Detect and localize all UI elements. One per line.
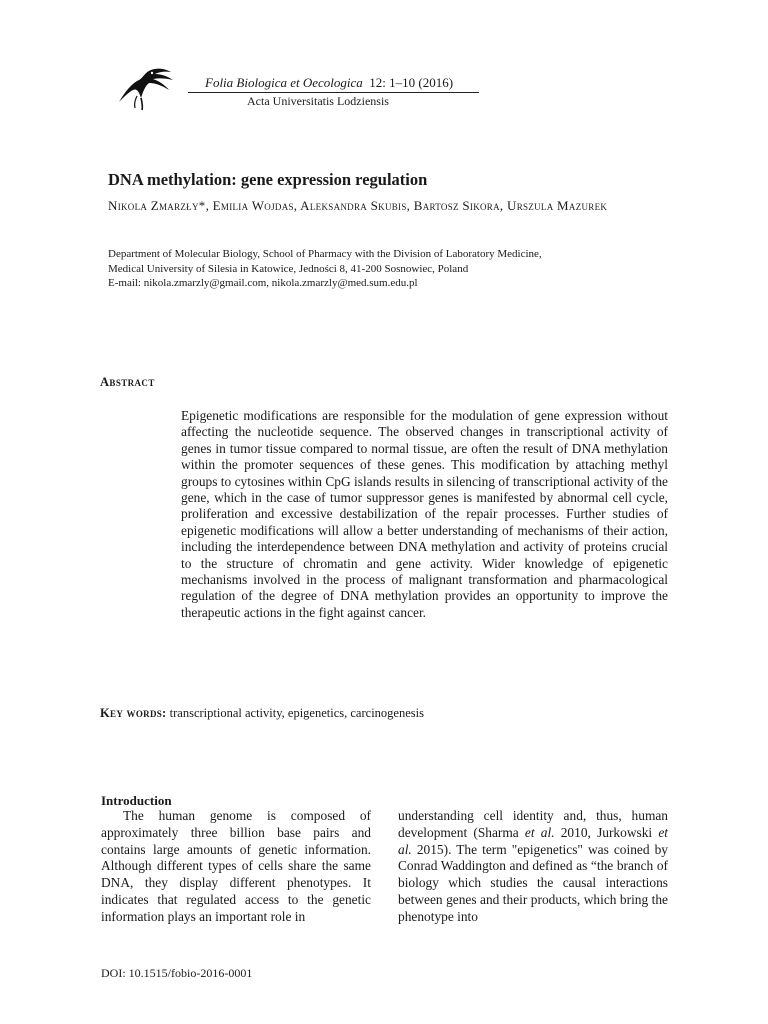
introduction-heading: Introduction [101,793,172,808]
keywords-text: transcriptional activity, epigenetics, carcinogenesis [169,706,424,720]
affiliation-block [108,247,668,291]
abstract-body: Epigenetic modifications are responsible for the modulation of gene expression without affecting the nucleotide sequence. The observed changes in transcriptional activity of genes in tumor tissue compared to normal tissue, are often the result of DNA methylation within the promoter sequences of these genes. This modification by attaching methyl groups to cytosines within CpG islands results in silencing of transcriptional activity of the gene, which in the case of tumor suppressor genes is manifested by abnormal cell cycle, proliferation and excessive destabilization of the repair processes. Further studies of epigenetic modifications will allow a better understanding of mechanisms of their action, including the interdependence between DNA methylation and activity of proteins crucial to the structure of chromatin and gene activity. Wider knowledge of epigenetic mechanisms involved in the process of malignant transformation and pharmacological regulation of the degree of DNA methylation provides an opportunity to improve the therapeutic actions in the fight against cancer. [181,408,668,620]
introduction-left-column: The human genome is composed of approximately three billion base pairs and contains large amounts of genetic information. Although different types of cells share the same DNA, they display different phenotypes. It indicates that regulated access to the genetic information plays an important role in [101,808,371,924]
journal-volume: 12: 1–10 (2016) [369,75,454,90]
email-line: E-mail: nikola.zmarzly@gmail.com, nikola.zmarzly@med.sum.edu.pl [108,277,418,289]
journal-citation [205,75,453,91]
journal-name: Folia Biologica et Oecologica [205,75,363,90]
publisher-name: Acta Universitatis Lodziensis [247,94,389,108]
author-list: Nikola Zmarzły*, Emilia Wojdas, Aleksandra Skubis, Bartosz Sikora, Urszula Mazurek [108,198,608,213]
affiliation-line: Medical University of Silesia in Katowice, Jedności 8, 41-200 Sosnowiec, Poland [108,262,469,275]
header-divider [188,92,479,93]
italic-run: et al. [524,824,555,840]
doi-footer: DOI: 10.1515/fobio-2016-0001 [101,966,253,980]
text-run: 2015). The term "epigenetics" was coined by Conrad Waddington and defined as “the branch of biology which studies the causal interactions between genes and their products, which bring the phenotype into [398,841,668,924]
affiliation-line: Department of Molecular Biology, School of Pharmacy with the Division of Laboratory Medicine, [108,248,542,260]
abstract-heading: Abstract [100,375,155,389]
keywords-line [100,706,424,721]
keywords-label: Key words: [100,706,167,720]
introduction-right-column [398,808,668,926]
article-title: DNA methylation: gene expression regulation [108,170,428,189]
italic-run: et al. [398,824,668,857]
text-run: understanding cell identity and, thus, human development (Sharma [398,808,668,840]
text-run: 2010, Jurkowski [554,824,659,840]
journal-logo-bird [115,62,177,112]
